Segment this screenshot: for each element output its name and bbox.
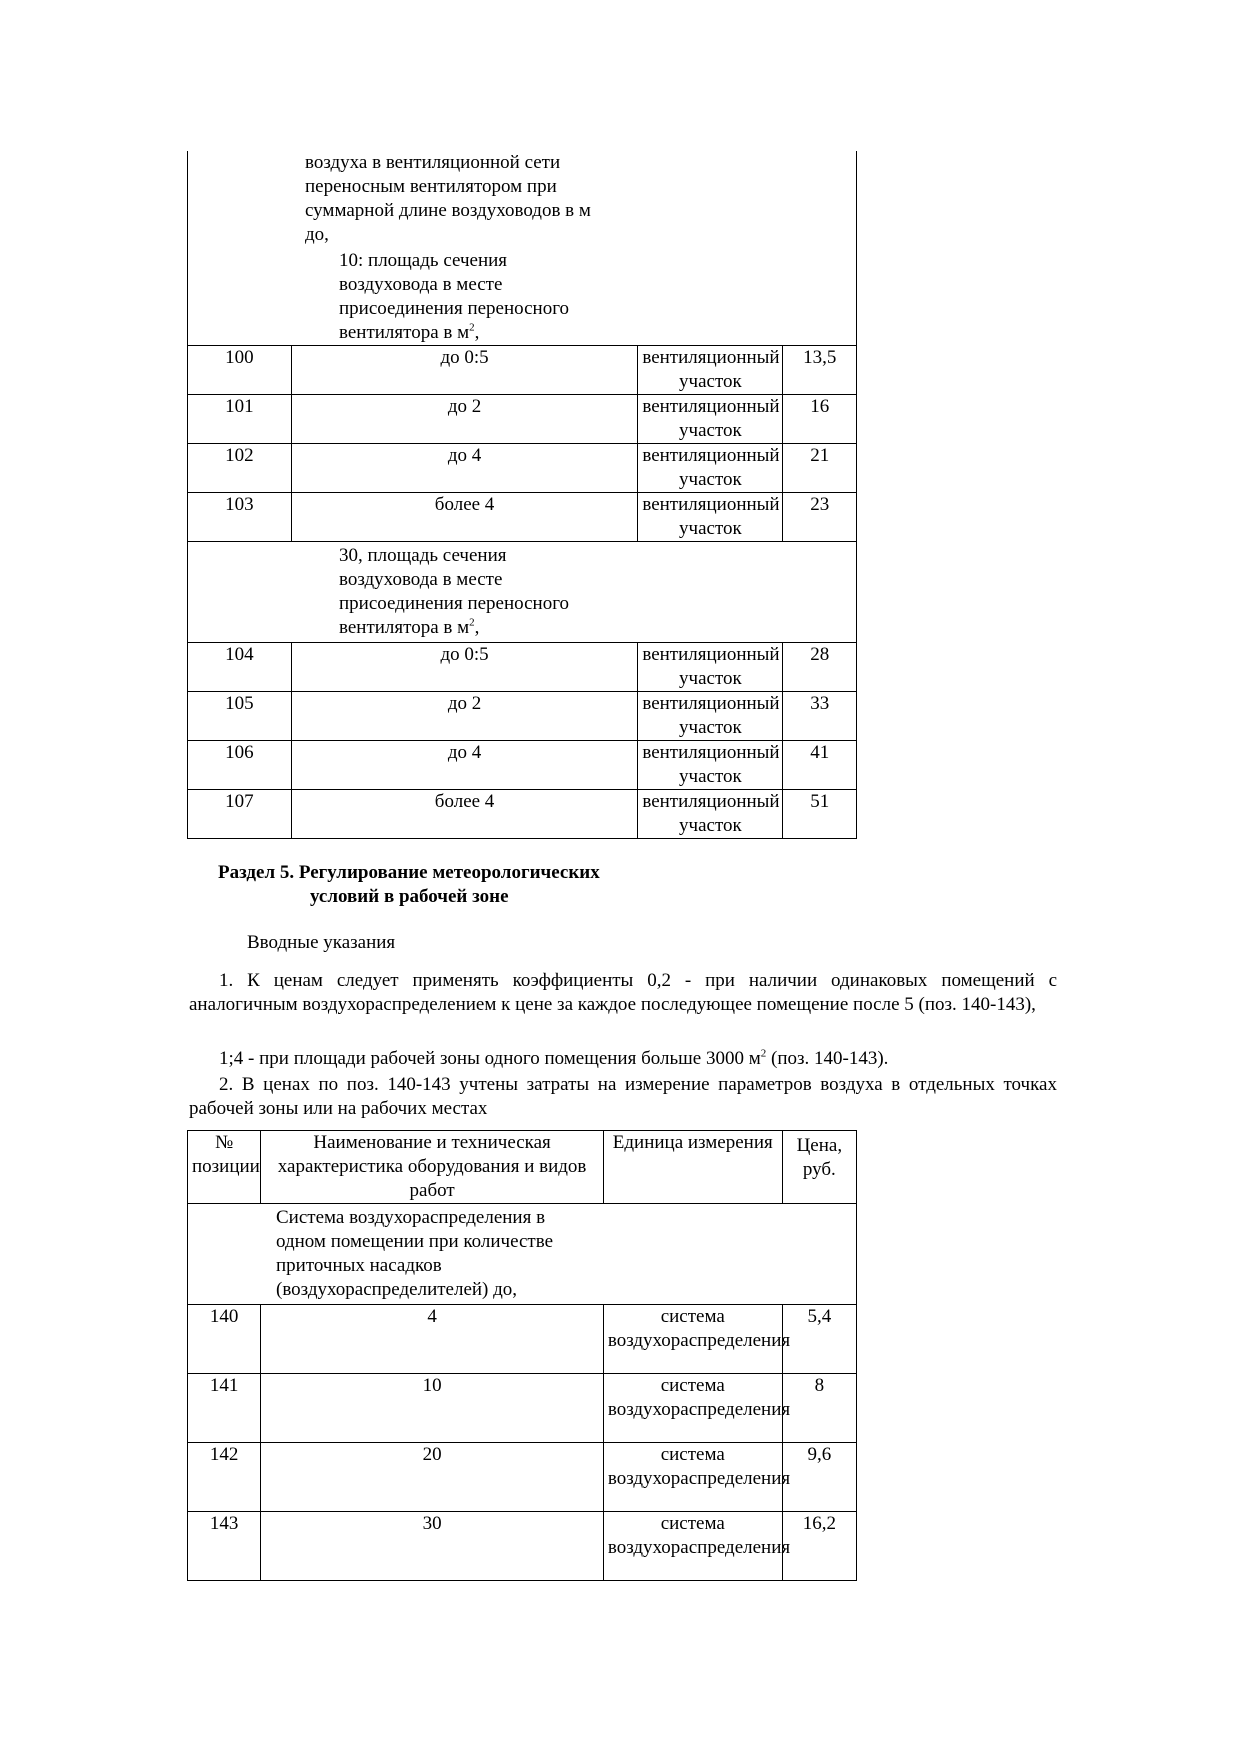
group-line: приточных насадков	[276, 1255, 442, 1276]
table-row	[188, 643, 857, 692]
group-line: присоединения переносного	[339, 298, 570, 319]
group-line: (воздухораспределителей) до,	[276, 1279, 518, 1300]
continued-line: суммарной длине воздуховодов в м	[305, 200, 591, 221]
group-description-cell	[188, 151, 857, 346]
position-number: 143	[188, 1512, 261, 1581]
price: 16	[783, 395, 857, 444]
position-number: 140	[188, 1305, 261, 1374]
header-name: Наименование и техническая характеристика оборудования и видов работ	[261, 1131, 604, 1204]
continued-line: воздуха в вентиляционной сети	[305, 152, 561, 173]
table-row	[188, 741, 857, 790]
section-title	[218, 861, 718, 909]
intro-heading: Вводные указания	[247, 932, 396, 953]
table-group-row	[188, 1204, 857, 1305]
paragraph: 2. В ценах по поз. 140-143 учтены затраты на измерение параметров воздуха в отдельных точках рабочей зоны или на рабочих местах	[189, 1074, 1057, 1119]
group-description-cell	[188, 1204, 857, 1305]
unit-of-measure: система воздухораспределения	[603, 1512, 782, 1581]
header-position-number: № позиции	[188, 1131, 261, 1204]
price-table-ventilation	[187, 151, 857, 839]
position-number: 104	[188, 643, 292, 692]
group-line: одном помещении при количестве	[276, 1231, 554, 1252]
work-description: до 2	[291, 692, 638, 741]
table-row	[188, 1443, 857, 1512]
group-description-cell	[188, 542, 857, 643]
price: 9,6	[782, 1443, 856, 1512]
header-unit: Единица измерения	[603, 1131, 782, 1204]
table-row	[188, 444, 857, 493]
table-group-row	[188, 542, 857, 643]
price: 21	[783, 444, 857, 493]
table-row	[188, 493, 857, 542]
section-title-line: условий в рабочей зоне	[310, 886, 509, 907]
work-description: 30	[261, 1512, 604, 1581]
header-price: Цена, руб.	[782, 1131, 856, 1204]
group-line: 10: площадь сечения	[339, 250, 508, 271]
table-row	[188, 1512, 857, 1581]
unit-of-measure: вентиляционный участок	[638, 493, 783, 542]
table-group-row-continued	[188, 151, 857, 346]
work-description: до 4	[291, 741, 638, 790]
work-description: до 4	[291, 444, 638, 493]
price: 8	[782, 1374, 856, 1443]
table-row	[188, 395, 857, 444]
position-number: 142	[188, 1443, 261, 1512]
section-title-line: Раздел 5. Регулирование метеорологических	[218, 862, 600, 883]
unit-of-measure: вентиляционный участок	[638, 444, 783, 493]
group-line: Система воздухораспределения в	[276, 1207, 546, 1228]
paragraph: 1. К ценам следует применять коэффициенты 0,2 - при наличии одинаковых помещений с аналогичным воздухораспределением к цене за каждое последующее помещение после 5 (поз. 140-143),	[189, 970, 1057, 1015]
price: 16,2	[782, 1512, 856, 1581]
position-number: 100	[188, 346, 292, 395]
group-line: воздуховода в месте	[339, 569, 503, 590]
table-row	[188, 790, 857, 839]
paragraph: 1;4 - при площади рабочей зоны одного помещения больше 3000 $м^2$ (поз. 140-143).	[219, 1047, 889, 1069]
table-row	[188, 346, 857, 395]
unit-of-measure: система воздухораспределения	[603, 1374, 782, 1443]
table-row	[188, 692, 857, 741]
unit-of-measure: система воздухораспределения	[603, 1305, 782, 1374]
position-number: 105	[188, 692, 292, 741]
price-table-air-distribution	[187, 1130, 857, 1581]
table-header-row	[188, 1131, 857, 1204]
group-line-last: вентилятора в $м^2$,	[339, 616, 480, 638]
price: 13,5	[783, 346, 857, 395]
table-row	[188, 1374, 857, 1443]
position-number: 141	[188, 1374, 261, 1443]
price: 23	[783, 493, 857, 542]
group-line-last: вентилятора в $м^2$,	[339, 321, 480, 343]
work-description: 20	[261, 1443, 604, 1512]
work-description: более 4	[291, 790, 638, 839]
work-description: до 2	[291, 395, 638, 444]
price: 41	[783, 741, 857, 790]
unit-of-measure: вентиляционный участок	[638, 741, 783, 790]
unit-of-measure: вентиляционный участок	[638, 346, 783, 395]
price: 5,4	[782, 1305, 856, 1374]
table-row	[188, 1305, 857, 1374]
work-description: до 0:5	[291, 643, 638, 692]
work-description: 4	[261, 1305, 604, 1374]
group-line: 30, площадь сечения	[339, 545, 507, 566]
continued-line: до,	[305, 224, 329, 245]
unit-of-measure: вентиляционный участок	[638, 790, 783, 839]
position-number: 102	[188, 444, 292, 493]
unit-of-measure: вентиляционный участок	[638, 692, 783, 741]
unit-of-measure: вентиляционный участок	[638, 395, 783, 444]
price: 33	[783, 692, 857, 741]
group-line: воздуховода в месте	[339, 274, 503, 295]
unit-of-measure: вентиляционный участок	[638, 643, 783, 692]
unit-of-measure: система воздухораспределения	[603, 1443, 782, 1512]
position-number: 103	[188, 493, 292, 542]
continued-line: переносным вентилятором при	[305, 176, 557, 197]
position-number: 106	[188, 741, 292, 790]
work-description: до 0:5	[291, 346, 638, 395]
work-description: более 4	[291, 493, 638, 542]
position-number: 101	[188, 395, 292, 444]
work-description: 10	[261, 1374, 604, 1443]
group-line: присоединения переносного	[339, 593, 570, 614]
position-number: 107	[188, 790, 292, 839]
price: 51	[783, 790, 857, 839]
price: 28	[783, 643, 857, 692]
